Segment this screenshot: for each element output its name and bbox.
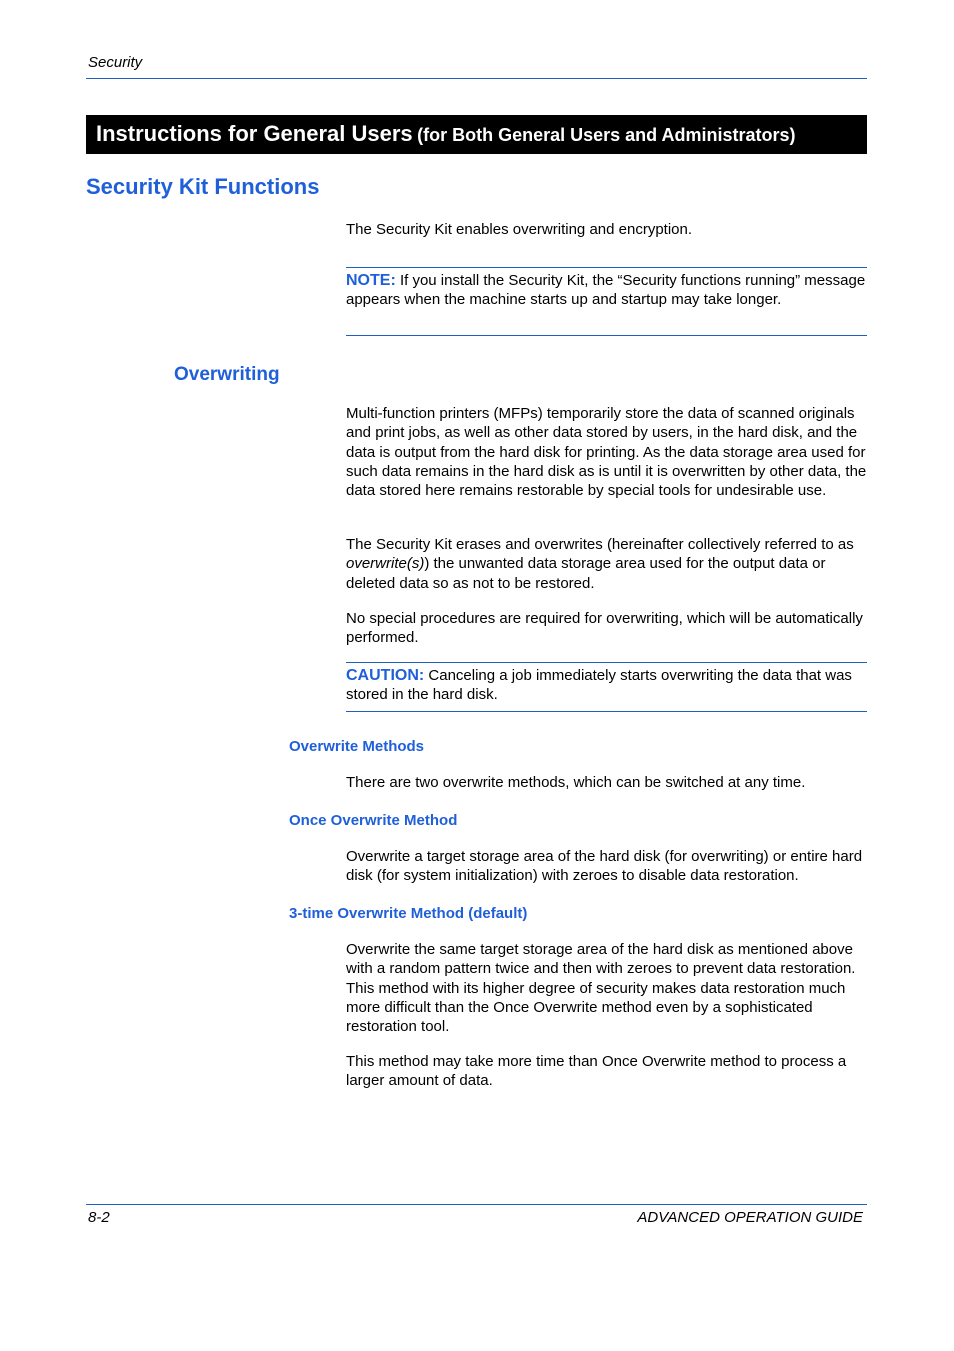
guide-title: ADVANCED OPERATION GUIDE bbox=[637, 1209, 863, 1226]
chapter-subtitle: (for Both General Users and Administrators) bbox=[417, 125, 796, 145]
note-bottom-rule bbox=[346, 335, 867, 336]
heading-once-overwrite: Once Overwrite Method bbox=[289, 812, 458, 829]
section-title: Security Kit Functions bbox=[86, 174, 320, 199]
overwrite-term: overwrite(s) bbox=[346, 555, 425, 573]
overwriting-paragraph-2 bbox=[346, 535, 867, 593]
three-time-paragraph-1: Overwrite the same target storage area of the hard disk as mentioned above with a random pattern twice and then with zeroes to prevent data restoration. This method with its higher degree of security makes data restoration much more difficult than the Once Overwrite method even by a sophisticated restoration tool. bbox=[346, 941, 856, 1036]
header-rule bbox=[86, 78, 867, 79]
caution-text: Canceling a job immediately starts overwriting the data that was stored in the hard disk. bbox=[346, 667, 852, 704]
chapter-title: Instructions for General Users bbox=[96, 121, 413, 146]
caution-bottom-rule bbox=[346, 711, 867, 712]
subsection-title-overwriting: Overwriting bbox=[174, 364, 280, 385]
heading-overwrite-methods: Overwrite Methods bbox=[289, 738, 425, 755]
intro-paragraph: The Security Kit enables overwriting and encryption. bbox=[346, 221, 693, 238]
footer-rule bbox=[86, 1204, 867, 1205]
caution-top-rule bbox=[346, 662, 867, 663]
note-top-rule bbox=[346, 267, 867, 268]
note-box bbox=[346, 271, 867, 310]
chapter-title-bar bbox=[86, 115, 867, 154]
caution-label: CAUTION: bbox=[346, 667, 425, 684]
overwriting-paragraph-3: No special procedures are required for overwriting, which will be automatically performed. bbox=[346, 610, 863, 647]
three-time-paragraph-2: This method may take more time than Once Overwrite method to process a larger amount of data. bbox=[346, 1053, 847, 1090]
overwriting-paragraph-2-end: ) the unwanted data storage area used for the output data or deleted data so as not to be restored. bbox=[346, 555, 826, 592]
overwriting-paragraph-2-start: The Security Kit erases and overwrites (hereinafter collectively referred to as bbox=[346, 536, 854, 553]
overwriting-paragraph-1: Multi-function printers (MFPs) temporarily store the data of scanned originals and print jobs, as well as other data stored by users, in the hard disk, and the data is output from the hard disk for printing. As the data storage area used for such data remains in the hard disk as is until it is overwritten by other data, the data stored here remains restorable by special tools for undesirable use. bbox=[346, 405, 867, 500]
note-label: NOTE: bbox=[346, 272, 396, 289]
note-text: If you install the Security Kit, the “Security functions running” message appears when the machine starts up and startup may take longer. bbox=[346, 272, 866, 309]
page-number: 8-2 bbox=[88, 1209, 110, 1226]
once-overwrite-text: Overwrite a target storage area of the hard disk (for overwriting) or entire hard disk (for system initialization) with zeroes to disable data restoration. bbox=[346, 848, 863, 885]
running-header: Security bbox=[88, 54, 143, 71]
overwrite-methods-text: There are two overwrite methods, which can be switched at any time. bbox=[346, 774, 806, 791]
caution-box bbox=[346, 666, 867, 705]
heading-three-time-overwrite: 3-time Overwrite Method (default) bbox=[289, 905, 528, 922]
